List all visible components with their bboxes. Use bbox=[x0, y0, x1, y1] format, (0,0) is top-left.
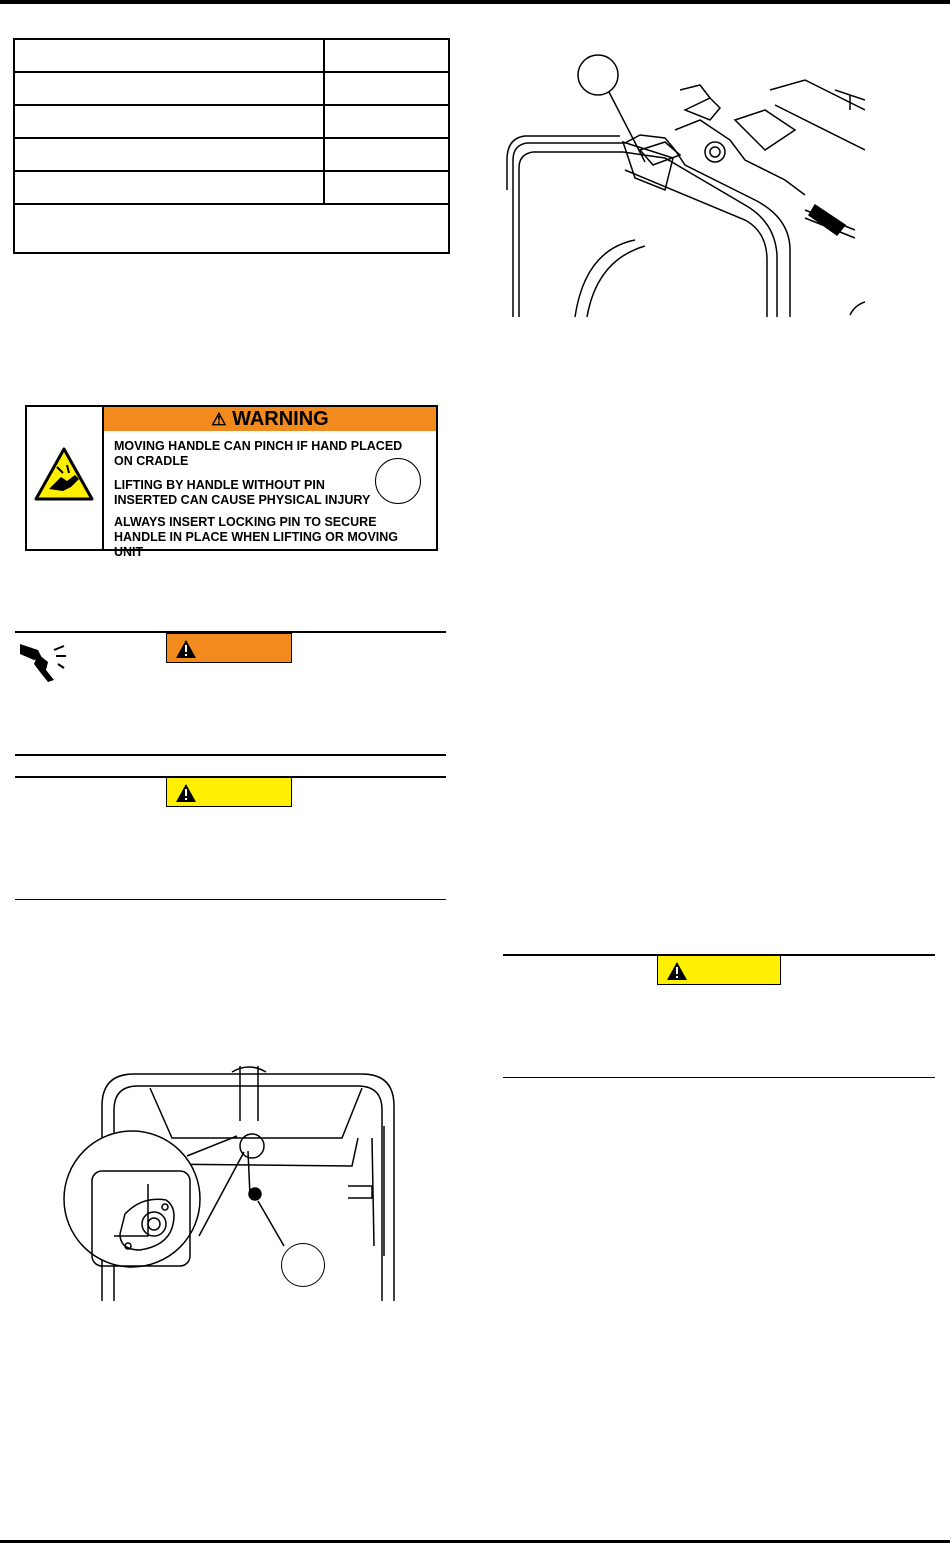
table-row bbox=[15, 139, 448, 172]
warning-triangle-icon: ⚠ bbox=[211, 410, 227, 429]
message-bottom-rule bbox=[15, 899, 446, 900]
warning-triangle-icon bbox=[666, 961, 688, 981]
decal-line-2: LIFTING BY HANDLE WITHOUT PIN INSERTED CAN CAUSE PHYSICAL INJURY bbox=[114, 478, 371, 507]
decal-icon-panel bbox=[27, 407, 104, 549]
message-bottom-rule bbox=[15, 754, 446, 756]
handle-pin-illustration bbox=[505, 50, 865, 320]
hand-crush-icon bbox=[18, 640, 78, 684]
warning-triangle-icon bbox=[175, 783, 197, 803]
page-header-rule bbox=[0, 0, 950, 4]
decal-line-3: ALWAYS INSERT LOCKING PIN TO SECURE HANDLE IN PLACE WHEN LIFTING OR MOVING UNIT bbox=[114, 515, 399, 559]
decal-header bbox=[104, 407, 436, 431]
caution-signal-word bbox=[657, 955, 781, 985]
page-footer-rule bbox=[0, 1540, 950, 1543]
frame-drain-illustration bbox=[62, 1066, 407, 1301]
caution-signal-word bbox=[166, 777, 292, 807]
warning-triangle-icon bbox=[175, 639, 197, 659]
warning-signal-word bbox=[166, 633, 292, 663]
callout-circle bbox=[375, 458, 421, 504]
table-row bbox=[15, 106, 448, 139]
spec-table bbox=[13, 38, 450, 254]
hand-pinch-hazard-icon bbox=[27, 407, 102, 549]
message-bottom-rule bbox=[503, 1077, 935, 1078]
callout-circle bbox=[281, 1243, 325, 1287]
table-row bbox=[15, 40, 448, 73]
decal-header-text: WARNING bbox=[232, 408, 329, 430]
table-row bbox=[15, 73, 448, 106]
decal-line-1: MOVING HANDLE CAN PINCH IF HAND PLACED ON CRADLE bbox=[114, 439, 403, 468]
table-row bbox=[15, 172, 448, 205]
table-note bbox=[15, 205, 448, 254]
